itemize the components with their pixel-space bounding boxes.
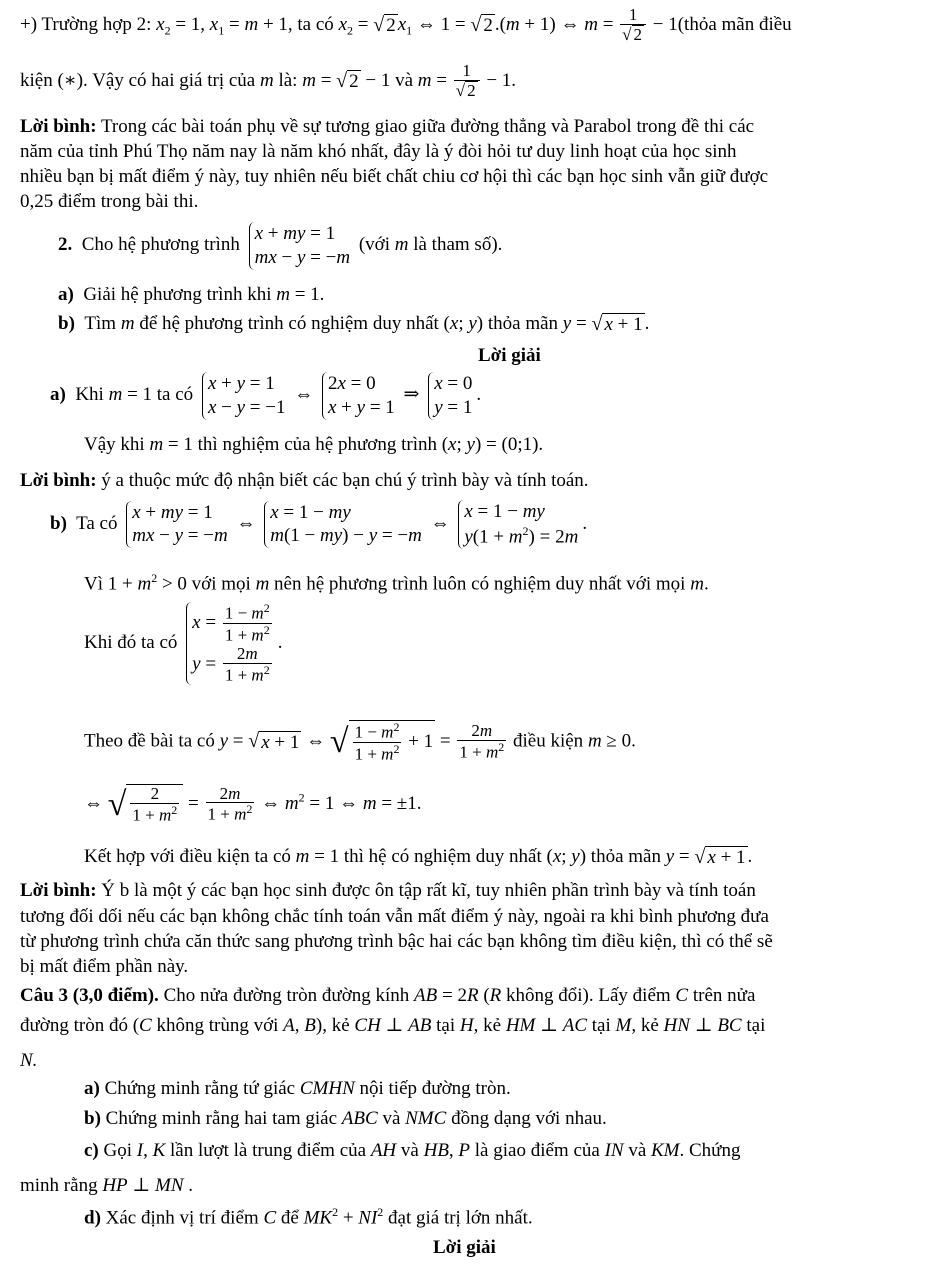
solution-a: a) Khi m = 1 ta có x + y = 1 x − y = −1 ⇔ 2x = 0 x + y = 1 ⇒ x = 0 y = 1 . [50, 373, 482, 418]
solution-b-unique: Vì $1 + m^2 > 0$ với mọi m nên hệ phương trình luôn có nghiệm duy nhất với mọi m. [84, 571, 709, 595]
solution-title-2: Lời giải [433, 1237, 496, 1258]
solution-b-solve: ⇔ √ $\frac{2}{1 + m^2}$ = $\frac{2m}{1 + m^2}$ ⇔ $m^2 = 1$ ⇔ m = ±1. [84, 783, 422, 825]
solution-b-result: Kết hợp với điều kiện ta có m = 1 thì hệ có nghiệm duy nhất (x; y) thỏa mãn y = √ x + 1 . [84, 846, 753, 869]
remark-2: Lời bình: ý a thuộc mức độ nhận biết các bạn chú ý trình bày và tính toán. [20, 470, 589, 491]
question-3c: c) Gọi I, K lần lượt là trung điểm của AH và HB, P là giao điểm của IN và KM. Chứng [84, 1140, 741, 1161]
question-3d: d) Xác định vị trí điểm C để $MK^2 + NI^2$ đạt giá trị lớn nhất. [84, 1205, 533, 1229]
question-3c-line2: minh rằng HP ⊥ MN . [20, 1175, 194, 1196]
solution-b: b) Ta có x + my = 1 mx − y = −m ⇔ x = 1 − my m(1 − my) − y = −m ⇔ x = 1 − my $y(1 + m^2) = 2m$ . [50, 501, 588, 548]
remark-3-line2: tương đối dối nếu các bạn không chắc tính toán vẫn mất điểm ý này, ngoài ra khi bình phương đưa [20, 906, 769, 927]
question-3-line3: N. [20, 1050, 38, 1071]
remark-1-line3: nhiều bạn bị mất điểm ý này, tuy nhiên nếu biết chất chiu cơ hội thì các bạn học sinh vẫn giữ được [20, 166, 769, 187]
remark-3-line3: từ phương trình chứa căn thức sang phương trình bậc hai các bạn không tìm điều kiện, thì có thể sẽ [20, 931, 773, 952]
solution-b-condition: Theo đề bài ta có y = √ x + 1 ⇔ √ $\frac{1 - m^2}{1 + m^2}$ + 1 = $\frac{2m}{1 + m^2}$ điều kiện m ≥ 0. [84, 720, 636, 764]
line-conclusion: kiện (∗). Vậy có hai giá trị của m là: m = √ 2 − 1 và m = $\frac{1}{√ 2}$ − 1. [20, 61, 517, 101]
question-2b: b) Tìm m để hệ phương trình có nghiệm duy nhất (x; y) thỏa mãn y = √ x + 1 . [58, 313, 650, 336]
remark-1-line4: 0,25 điểm trong bài thi. [20, 191, 199, 212]
solution-a-result: Vậy khi m = 1 thì nghiệm của hệ phương trình (x; y) = (0;1). [84, 434, 544, 455]
question-3a: a) Chứng minh rằng tứ giác CMHN nội tiếp đường tròn. [84, 1078, 511, 1099]
remark-3-line4: bị mất điểm phần này. [20, 956, 189, 977]
question-2a: a) Giải hệ phương trình khi m = 1. [58, 284, 325, 305]
question-2: 2. Cho hệ phương trình x + my = 1 mx − y = −m (với m là tham số). [58, 223, 503, 268]
remark-1-line1: Lời bình: Trong các bài toán phụ về sự tương giao giữa đường thẳng và Parabol trong đề thi các [20, 116, 755, 137]
question-3b: b) Chứng minh rằng hai tam giác ABC và NMC đồng dạng với nhau. [84, 1108, 607, 1129]
solution-b-xy: Khi đó ta có x = $\frac{1 - m^2}{1 + m^2}$ y = $\frac{2m}{1 + m^2}$ . [84, 601, 283, 685]
question-3-line2: đường tròn đó (C không trùng với A, B), kẻ CH ⊥ AB tại H, kẻ HM ⊥ AC tại M, kẻ HN ⊥ BC tại [20, 1015, 766, 1036]
question-3: Câu 3 (3,0 điểm). Cho nửa đường tròn đường kính AB = 2R (R không đổi). Lấy điểm C trên nửa [20, 985, 756, 1006]
remark-1-line2: năm của tỉnh Phú Thọ năm nay là năm khó nhất, đây là ý đòi hỏi tư duy linh hoạt của học sinh [20, 141, 737, 162]
line-case2: +) Trường hợp 2: $x_2 = 1$, $x_1 = m + 1$, ta có $x_2$ = √ 2 $x_1$ ⇔ 1 = √ 2 .(m + 1) ⇔ m = $\frac{1}{√ 2}$ − 1(thỏa mãn điều [20, 5, 792, 45]
remark-3-line1: Lời bình: Ý b là một ý các bạn học sinh được ôn tập rất kĩ, tuy nhiên phần trình bày và tính toán [20, 880, 756, 901]
solution-title: Lời giải [478, 345, 541, 366]
